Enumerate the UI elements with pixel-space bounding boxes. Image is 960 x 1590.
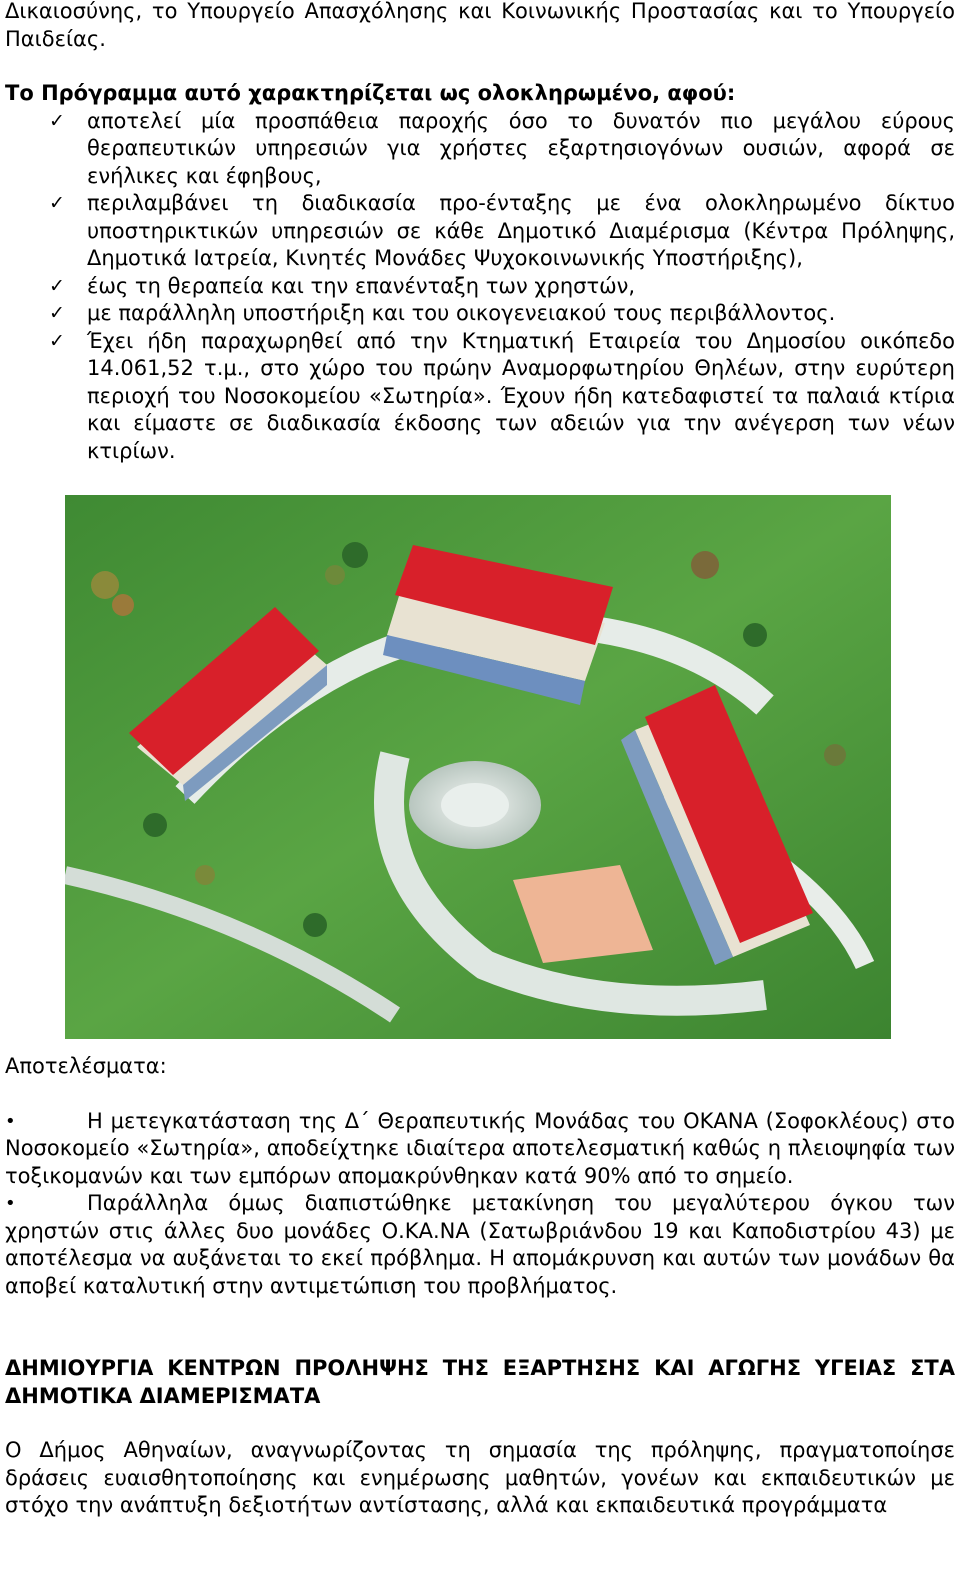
checklist-item: ✓ περιλαμβάνει τη διαδικασία προ-ένταξης με ένα ολοκληρωμένο δίκτυο υποστηρικτικών υπηρεσιών σε κάθε Δημοτικό Διαμέρισμα (Κέντρα Πρόληψης, Δημοτικά Ιατρεία, Κινητές Μονάδες Ψυχοκοινωνικής Υποστήριξης),: [49, 191, 955, 270]
results-label: Αποτελέσματα:: [5, 1054, 167, 1078]
bullet-icon: •: [5, 1193, 16, 1214]
checkmark-icon: ✓: [49, 109, 65, 132]
checkmark-icon: ✓: [49, 302, 65, 324]
intro-paragraph: Δικαιοσύνης, το Υπουργείο Απασχόλησης και Κοινωνικής Προστασίας και το Υπουργείο Παιδείας.: [5, 0, 955, 51]
section-heading: ΔΗΜΙΟΥΡΓΙΑ ΚΕΝΤΡΩΝ ΠΡΟΛΗΨΗΣ ΤΗΣ ΕΞΑΡΤΗΣΗΣ ΚΑΙ ΑΓΩΓΗΣ ΥΓΕΙΑΣ ΣΤΑ ΔΗΜΟΤΙΚΑ ΔΙΑΜΕΡΙΣΜΑΤΑ: [5, 1356, 955, 1408]
closing-paragraph: Ο Δήμος Αθηναίων, αναγνωρίζοντας τη σημασία της πρόληψης, πραγματοποίησε δράσεις ευαισθητοποίησης και ενημέρωσης μαθητών, γονέων και εκπαιδευτικών με στόχο την ανάπτυξη δεξιοτήτων αντίστασης, αλλά και εκπαιδευτικά προγράμματα: [5, 1438, 955, 1517]
document-page: [5, 0, 955, 1520]
checkmark-icon: ✓: [49, 274, 65, 297]
results-list: [5, 1108, 955, 1301]
list-item: • Παράλληλα όμως διαπιστώθηκε μετακίνηση του μεγαλύτερου όγκου των χρηστών στις άλλες δυο μονάδες Ο.ΚΑ.ΝΑ (Σατωβριάνδου 19 και Καποδιστρίου 43) με αποτέλεσμα να αυξάνεται το εκεί πρόβλημα. Η απομάκρυνση και αυτών των μονάδων θα αποβεί καταλυτική στην αντιμετώπιση του προβλήματος.: [5, 1191, 955, 1298]
checkmark-icon: ✓: [49, 192, 65, 214]
architectural-model-image: [65, 495, 891, 1039]
checklist-item: ✓ αποτελεί μία προσπάθεια παροχής όσο το δυνατόν πιο μεγάλου εύρους θεραπευτικών υπηρεσιών για χρήστες εξαρτησιογόνων ουσιών, αφορά σε ενήλικες και έφηβους,: [49, 108, 955, 188]
program-checklist: [5, 108, 955, 466]
site-model-photo: [65, 495, 891, 1039]
checklist-item: ✓ με παράλληλη υποστήριξη και του οικογενειακού τους περιβάλλοντος.: [5, 300, 955, 328]
checklist-item: ✓ έως τη θεραπεία και την επανένταξη των χρηστών,: [5, 273, 955, 301]
bullet-icon: •: [5, 1110, 16, 1132]
list-item: • Η μετεγκατάσταση της Δ΄ Θεραπευτικής Μονάδας του ΟΚΑΝΑ (Σοφοκλέους) στο Νοσοκομείο «Σωτηρία», αποδείχτηκε ιδιαίτερα αποτελεσματική καθώς η πλειοψηφία των τοξικομανών και των εμπόρων απομακρύνθηκαν κατά 90% από το σημείο.: [5, 1108, 955, 1188]
checkmark-icon: ✓: [49, 329, 65, 352]
checklist-item: ✓ Έχει ήδη παραχωρηθεί από την Κτηματική Εταιρεία του Δημοσίου οικόπεδο 14.061,52 τ.μ., στο χώρο του πρώην Αναμορφωτηρίου Θηλέων, στην ευρύτερη περιοχή του Νοσοκομείου «Σωτηρία». Έχουν ήδη κατεδαφιστεί τα παλαιά κτίρια και είμαστε σε διαδικασία έκδοσης των αδειών για την ανέγερση των νέων κτιρίων.: [49, 328, 955, 463]
program-heading: Το Πρόγραμμα αυτό χαρακτηρίζεται ως ολοκληρωμένο, αφού:: [5, 81, 736, 105]
